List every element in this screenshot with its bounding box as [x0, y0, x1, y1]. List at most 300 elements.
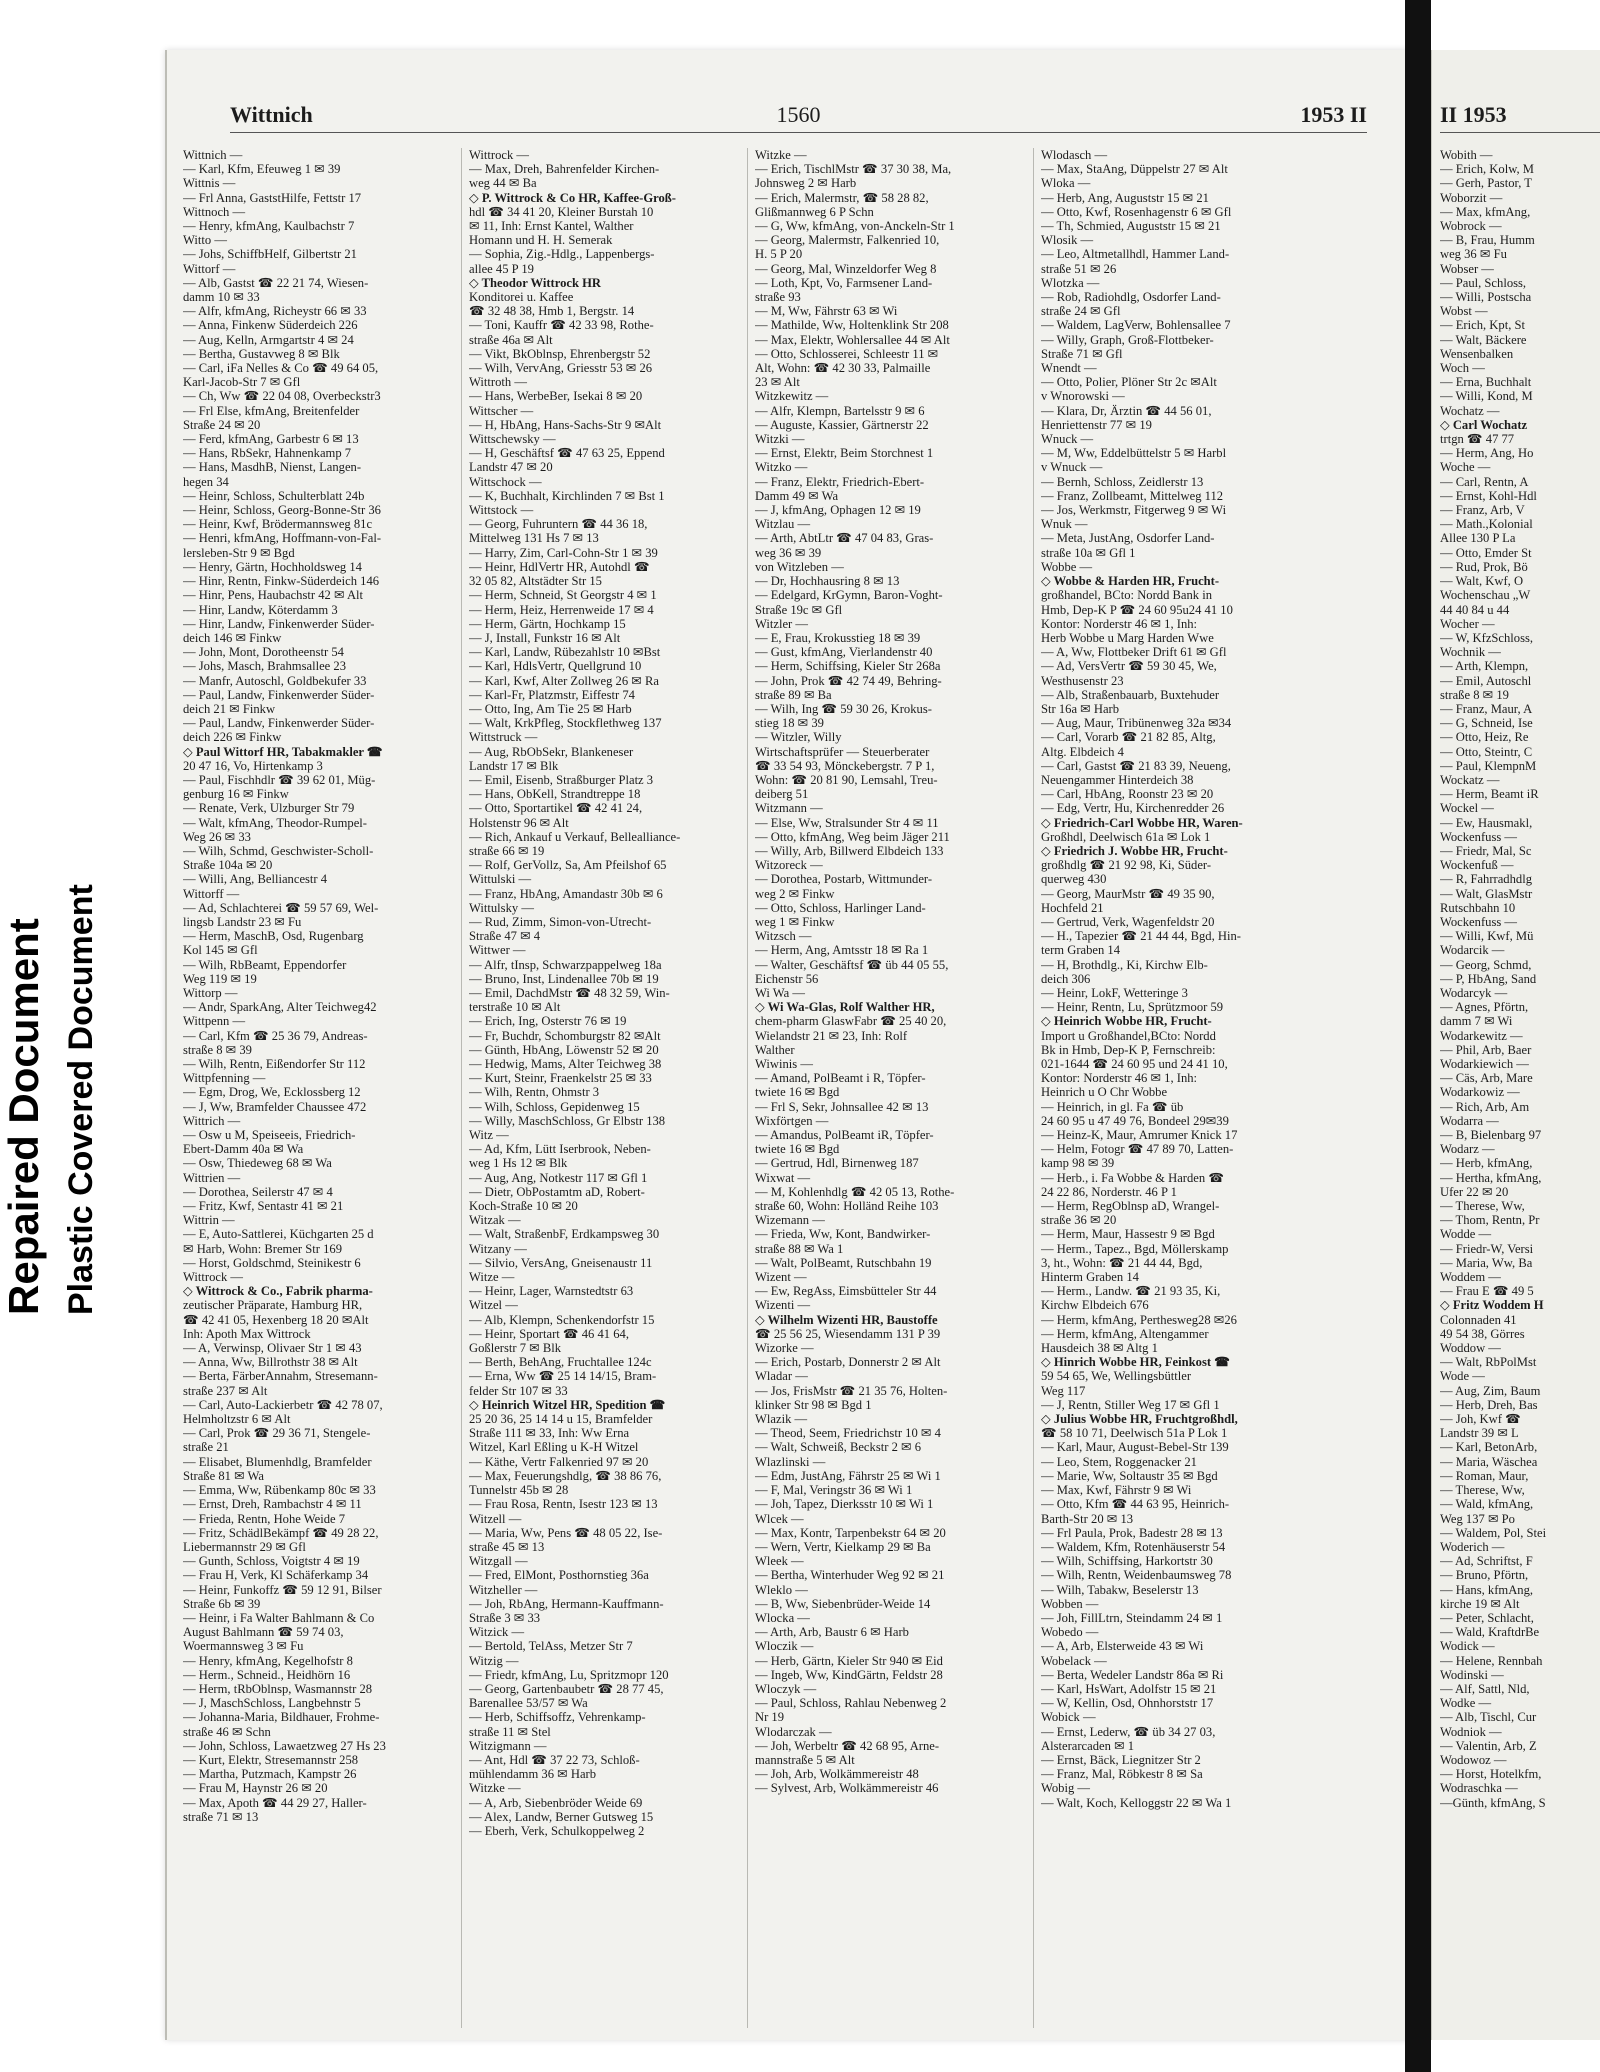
directory-entry: — Sylvest, Arb, Wolkämmereistr 46 [755, 1781, 939, 1796]
directory-entry: weg 44 ✉ Ba [469, 176, 537, 191]
directory-entry: Hinterm Graben 14 [1041, 1270, 1139, 1285]
directory-entry: — Maria, Ww, Pens ☎ 48 05 22, Ise- [469, 1525, 663, 1540]
directory-entry: Kirchw Elbdeich 676 [1041, 1298, 1149, 1313]
directory-entry: straße 89 ✉ Ba [755, 687, 832, 702]
directory-entry: — Jos, Werkmstr, Fitgerweg 9 ✉ Wi [1041, 503, 1227, 518]
directory-entry: Barth-Str 20 ✉ 13 [1041, 1511, 1134, 1526]
directory-entry: chem-pharm GlaswFabr ☎ 25 40 20, [755, 1014, 947, 1029]
directory-entry: — Herm, Ang, Amtsstr 18 ✉ Ra 1 [755, 943, 929, 958]
directory-entry: — John, Mont, Dorotheenstr 54 [183, 645, 344, 660]
directory-entry: — Carl, Rentn, A [1440, 474, 1529, 489]
directory-entry: — F, Mal, Veringstr 36 ✉ Wi 1 [755, 1483, 913, 1498]
directory-entry: 23 ✉ Alt [755, 375, 800, 390]
directory-entry: ◇ Wittrock & Co., Fabrik pharma- [183, 1284, 373, 1299]
directory-entry: straße 11 ✉ Stel [469, 1724, 551, 1739]
directory-entry: Woddem — [1440, 1270, 1501, 1285]
directory-entry: — Heinr, Lager, Warnstedtstr 63 [469, 1284, 634, 1299]
directory-entry: — Herm, tRbOblnsp, Wasmannstr 28 [183, 1681, 373, 1696]
directory-entry: — Karl, HsWart, Adolfstr 15 ✉ 21 [1041, 1681, 1217, 1696]
directory-entry: — Ew, Hausmakl, [1440, 815, 1533, 830]
directory-entry: — Joh, Werbeltr ☎ 42 68 95, Arne- [755, 1738, 940, 1753]
directory-entry: Konditorei u. Kaffee [469, 290, 574, 305]
directory-entry: mühlendamm 36 ✉ Harb [469, 1767, 597, 1782]
column-2 [469, 148, 741, 2028]
directory-entry: — Meta, JustAng, Osdorfer Land- [1041, 531, 1215, 546]
directory-entry: — Frl Anna, GaststHilfe, Fettstr 17 [183, 190, 362, 205]
directory-entry: — Georg, Schmd, [1440, 957, 1532, 972]
directory-entry: Wodniok — [1440, 1724, 1502, 1739]
directory-entry: großhdlg ☎ 21 92 98, Ki, Süder- [1041, 858, 1212, 873]
directory-entry: — Amand, PolBeamt i R, Töpfer- [755, 1071, 926, 1086]
directory-entry: Wleek — [755, 1554, 804, 1569]
directory-entry: — Franz, Maur, A [1440, 701, 1533, 716]
directory-entry: — Wald, kfmAng, [1440, 1497, 1534, 1512]
directory-entry: Wobig — [1041, 1781, 1091, 1796]
directory-entry: — Wilh, Rentn, Weidenbaumsweg 78 [1041, 1568, 1232, 1583]
directory-entry: Damm 49 ✉ Wa [755, 488, 839, 503]
directory-entry: straße 46 ✉ Schn [183, 1724, 271, 1739]
directory-entry: — Manfr, Autoschl, Goldbekufer 33 [183, 673, 367, 688]
directory-entry: — Wilh, Tabakw, Beselerstr 13 [1041, 1582, 1199, 1597]
directory-entry: — Th, Schmied, Auguststr 15 ✉ 21 [1041, 219, 1221, 234]
directory-entry: damm 7 ✉ Wi [1440, 1014, 1513, 1029]
directory-entry: — Aug, Zim, Baum [1440, 1383, 1541, 1398]
directory-entry: — Berta, FärberAnnahm, Stresemann- [183, 1369, 378, 1384]
directory-entry: Barenallee 53/57 ✉ Wa [469, 1696, 588, 1711]
directory-entry: — Erich, TischlMstr ☎ 37 30 38, Ma, [755, 162, 952, 177]
directory-entry: Neuengammer Hinterdeich 38 [1041, 772, 1194, 787]
directory-entry: Wizent — [755, 1270, 807, 1285]
directory-entry: — Theod, Seem, Friedrichstr 10 ✉ 4 [755, 1426, 941, 1441]
directory-entry: ☎ 25 56 25, Wiesendamm 131 P 39 [755, 1326, 941, 1341]
column-4 [1041, 148, 1313, 2028]
directory-entry: — Martha, Putzmach, Kampstr 26 [183, 1767, 357, 1782]
directory-entry: — Frau H, Verk, Kl Schäferkamp 34 [183, 1568, 369, 1583]
directory-entry: ☎ 58 10 71, Deelwisch 51a P Lok 1 [1041, 1426, 1228, 1441]
directory-entry: — A, Arb, Siebenbröder Weide 69 [469, 1795, 643, 1810]
directory-entry: — Hinr, Landw, Köterdamm 3 [183, 602, 338, 617]
directory-entry: Colonnaden 41 [1440, 1312, 1517, 1327]
header-year: 1953 II [1300, 102, 1367, 127]
directory-entry: klinker Str 98 ✉ Bgd 1 [755, 1397, 872, 1412]
directory-entry: — Karl-Fr, Platzmstr, Eiffestr 74 [469, 687, 635, 702]
directory-entry: Wlodarczak — [755, 1724, 832, 1739]
directory-entry: — Hans, kfmAng, [1440, 1582, 1534, 1597]
directory-entry: — Wilh, Rentn, Ohmstr 3 [469, 1085, 600, 1100]
directory-entry: Wodraschka — [1440, 1781, 1518, 1796]
directory-entry: — Bertha, Winterhuder Weg 92 ✉ 21 [755, 1568, 945, 1583]
directory-entry: — Walt, Bäckere [1440, 332, 1527, 347]
directory-entry: 49 54 38, Görres [1440, 1326, 1525, 1341]
directory-entry: Wittstruck — [469, 730, 538, 745]
directory-entry: Witzak — [469, 1213, 521, 1228]
directory-entry: — Phil, Arb, Baer [1440, 1042, 1532, 1057]
directory-entry: Witzki — [755, 432, 805, 447]
directory-entry: straße 51 ✉ 26 [1041, 261, 1117, 276]
directory-entry: Koch-Straße 10 ✉ 20 [469, 1199, 578, 1214]
directory-entry: — Franz, Arb, V [1440, 503, 1525, 518]
directory-entry: — Herb, Schiffsoffz, Vehrenkamp- [469, 1710, 646, 1725]
directory-entry: — Ferd, kfmAng, Garbestr 6 ✉ 13 [183, 432, 359, 447]
directory-entry: — Rich, Arb, Am [1440, 1099, 1530, 1114]
directory-entry: — Karl, Maur, August-Bebel-Str 139 [1041, 1440, 1229, 1455]
directory-entry: — Alfr, tInsp, Schwarzpappelweg 18a [469, 957, 662, 972]
directory-entry: — A, Verwinsp, Olivaer Str 1 ✉ 43 [183, 1341, 362, 1356]
directory-entry: — Bernh, Schloss, Zeidlerstr 13 [1041, 474, 1204, 489]
directory-entry: Witzigmann — [469, 1738, 547, 1753]
directory-entry: v Wnuck — [1041, 460, 1103, 475]
directory-entry: Wittpfenning — [183, 1071, 266, 1086]
directory-entry: — Franz, Mal, Röbkestr 8 ✉ Sa [1041, 1767, 1203, 1782]
directory-entry: — Franz, Zollbeamt, Mittelweg 112 [1041, 488, 1224, 503]
directory-entry: Weg 137 ✉ Po [1440, 1511, 1515, 1526]
directory-entry: — Herm, RegOblnsp aD, Wrangel- [1041, 1199, 1220, 1214]
directory-entry: Wodick — [1440, 1639, 1495, 1654]
directory-entry: Hmb, Dep-K P ☎ 24 60 95u24 41 10 [1041, 602, 1233, 617]
directory-entry: 44 40 84 u 44 [1440, 602, 1510, 617]
directory-entry: Wixwat — [755, 1170, 811, 1185]
directory-entry: — Herm, Beamt iR [1440, 787, 1539, 802]
directory-entry: Wixförtgen — [755, 1113, 829, 1128]
directory-entry: — Erna, Buchhalt [1440, 375, 1532, 390]
directory-entry: — Alex, Landw, Berner Gutsweg 15 [469, 1809, 654, 1824]
directory-entry: lersleben-Str 9 ✉ Bgd [183, 545, 295, 560]
directory-entry: — Alb, Straßenbauarb, Buxtehuder [1041, 687, 1220, 702]
directory-entry: Wobith — [1440, 148, 1493, 162]
directory-entry: — J, kfmAng, Ophagen 12 ✉ 19 [755, 503, 921, 518]
directory-entry: — Helene, Rennbah [1440, 1653, 1543, 1668]
directory-entry: — Max, Kwf, Fährstr 9 ✉ Wi [1041, 1483, 1192, 1498]
directory-entry: straße 88 ✉ Wa 1 [755, 1241, 844, 1256]
directory-entry: Wodarcik — [1440, 943, 1505, 958]
directory-entry: Wittroth — [469, 375, 527, 390]
directory-entry: — Franz, HbAng, Amandastr 30b ✉ 6 [469, 886, 663, 901]
directory-entry: Herb Wobbe u Marg Harden Wwe [1041, 630, 1214, 645]
next-page-fragment [1431, 50, 1600, 2040]
directory-entry: Wockatz — [1440, 772, 1500, 787]
directory-entry: deich 226 ✉ Finkw [183, 730, 282, 745]
directory-entry: — Otto, Kwf, Rosenhagenstr 6 ✉ Gfl [1041, 204, 1232, 219]
directory-entry: — J, Install, Funkstr 16 ✉ Alt [469, 630, 621, 645]
directory-entry: — H., Tapezier ☎ 21 44 44, Bgd, Hin- [1041, 929, 1241, 944]
page-header [230, 102, 1367, 133]
directory-entry: Wobbe — [1041, 559, 1093, 574]
directory-entry: — Waldem, LagVerw, Bohlensallee 7 [1041, 318, 1231, 333]
directory-entry: ◇ Paul Wittorf HR, Tabakmakler ☎ [183, 744, 383, 759]
directory-entry: hegen 34 [183, 474, 229, 489]
directory-entry: — Walt, Kwf, O [1440, 574, 1524, 589]
directory-entry: — Dorothea, Postarb, Wittmunder- [755, 872, 933, 887]
directory-entry: Ufer 22 ✉ 20 [1440, 1184, 1509, 1199]
directory-entry: Wittnoch — [183, 204, 246, 219]
directory-entry: Wobser — [1440, 261, 1494, 276]
directory-entry: — Willy, Arb, Billwerd Elbdeich 133 [755, 843, 944, 858]
directory-entry: Witto — [183, 233, 227, 248]
directory-entry: — Max, Elektr, Wohlersallee 44 ✉ Alt [755, 332, 950, 347]
directory-entry: — Max, StaAng, Düppelstr 27 ✉ Alt [1041, 162, 1228, 177]
directory-entry: — Therese, Ww, [1440, 1199, 1525, 1214]
directory-entry: Wittulski — [469, 872, 532, 887]
directory-entry: großhandel, BCto: Nordd Bank in [1041, 588, 1213, 603]
directory-entry: — Käthe, Vertr Falkenried 97 ✉ 20 [469, 1454, 649, 1469]
directory-entry: — Paul, Landw, Finkenwerder Süder- [183, 687, 375, 702]
directory-entry: Witzell — [469, 1511, 522, 1526]
directory-entry: Witzany — [469, 1241, 527, 1256]
directory-entry: Wittorf — [183, 261, 236, 276]
directory-entry: — Horst, Goldschmd, Steinikestr 6 [183, 1255, 361, 1270]
directory-entry: — Heinr, Sportart ☎ 46 41 64, [469, 1326, 629, 1341]
directory-entry: — Heinr, LokF, Wetteringe 3 [1041, 985, 1188, 1000]
directory-entry: ◇ Friedrich-Carl Wobbe HR, Waren- [1041, 815, 1243, 830]
directory-entry: — Gerh, Pastor, T [1440, 176, 1532, 191]
directory-entry: — Joh, FillLtrn, Steindamm 24 ✉ 1 [1041, 1610, 1223, 1625]
directory-entry: — Fr, Buchdr, Schomburgstr 82 ✉Alt [469, 1028, 661, 1043]
directory-entry: — Emil, DachdMstr ☎ 48 32 59, Win- [469, 985, 670, 1000]
directory-entry: — M, Ww, Eddelbüttelstr 5 ✉ Harbl [1041, 446, 1227, 461]
directory-entry: — Arth, Klempn, [1440, 659, 1529, 674]
directory-entry: Wockenfuß — [1440, 858, 1514, 873]
directory-entry: 24 22 86, Norderstr. 46 P 1 [1041, 1184, 1177, 1199]
directory-entry: — Walt, StraßenbF, Erdkampsweg 30 [469, 1227, 660, 1242]
directory-entry: weg 36 ✉ Fu [1440, 247, 1507, 262]
directory-entry: — Willy, MaschSchloss, Gr Elbstr 138 [469, 1113, 666, 1128]
directory-entry: — H, Brothdlg., Ki, Kirchw Elb- [1041, 957, 1208, 972]
side-labels [0, 820, 110, 1320]
directory-entry: — Henry, kfmAng, Kaulbachstr 7 [183, 219, 355, 234]
directory-entry: — Alf, Sattl, Nld, [1440, 1681, 1530, 1696]
directory-entry: Wittscher — [469, 403, 534, 418]
directory-entry: — Peter, Schlacht, [1440, 1610, 1534, 1625]
directory-entry: Wittnich — [183, 148, 243, 162]
directory-entry: straße 10a ✉ Gfl 1 [1041, 545, 1136, 560]
directory-entry: Wochnik — [1440, 645, 1501, 660]
directory-entry: Weg 117 [1041, 1383, 1086, 1398]
directory-entry: — Toni, Kauffr ☎ 42 33 98, Rothe- [469, 318, 654, 333]
directory-entry: Wittrock — [469, 148, 529, 162]
directory-entry: — Hertha, kfmAng, [1440, 1170, 1542, 1185]
directory-entry: — Herm, MaschB, Osd, Rugenbarg [183, 929, 364, 944]
directory-entry: — Helm, Fotogr ☎ 47 89 70, Latten- [1041, 1142, 1234, 1157]
directory-entry: — Hans, RbSekr, Hahnenkamp 7 [183, 446, 352, 461]
directory-entry: 021-1644 ☎ 24 60 95 und 24 41 10, [1041, 1057, 1228, 1071]
directory-entry: Wittnis — [183, 176, 236, 191]
directory-entry: — Otto, Kfm ☎ 44 63 95, Heinrich- [1041, 1497, 1230, 1512]
header-running-head: Wittnich [230, 102, 313, 127]
directory-entry: stieg 18 ✉ 39 [755, 716, 824, 731]
directory-entry: — Amandus, PolBeamt iR, Töpfer- [755, 1128, 934, 1143]
directory-entry: kamp 98 ✉ 39 [1041, 1156, 1115, 1171]
directory-entry: — Ernst, Elektr, Beim Storchnest 1 [755, 446, 934, 461]
directory-entry: Wnuk — [1041, 517, 1088, 532]
directory-entry: Bk in Hmb, Dep-K P, Fernschreib: [1041, 1042, 1216, 1057]
directory-entry: — Otto, Polier, Plöner Str 2c ✉Alt [1041, 375, 1217, 390]
directory-entry: — Alb, Klempn, Schenkendorfstr 15 [469, 1312, 655, 1327]
directory-entry: — Carl, Gastst ☎ 21 83 39, Neueng, [1041, 758, 1231, 773]
next-page-column [1440, 148, 1600, 1810]
directory-entry: twiete 16 ✉ Bgd [755, 1085, 840, 1100]
directory-entry: — Edelgard, KrGymn, Baron-Voght- [755, 588, 943, 603]
directory-entry: — Erich, Postarb, Donnerstr 2 ✉ Alt [755, 1355, 941, 1370]
directory-entry: Wittstock — [469, 503, 534, 518]
directory-entry: ◇ Wilhelm Wizenti HR, Baustoffe [755, 1312, 938, 1327]
directory-entry: — Edm, JustAng, Fährstr 25 ✉ Wi 1 [755, 1468, 941, 1483]
directory-entry: — W, KfzSchloss, [1440, 630, 1534, 645]
directory-entry: Wobedo — [1041, 1625, 1099, 1640]
directory-entry: Wleklo — [755, 1582, 808, 1597]
directory-entry: ✉ Harb, Wohn: Bremer Str 169 [183, 1241, 343, 1256]
directory-entry: Helmholtzstr 6 ✉ Alt [183, 1412, 291, 1427]
repaired-document-label: Repaired Document [0, 918, 47, 1315]
directory-entry: 59 54 65, We, Wellingsbüttler [1041, 1369, 1192, 1384]
directory-entry: — Therese, Ww, [1440, 1483, 1525, 1498]
directory-entry: Woderich — [1440, 1539, 1505, 1554]
directory-entry: Ebert-Damm 40a ✉ Wa [183, 1142, 304, 1157]
directory-entry: Wlodasch — [1041, 148, 1108, 162]
directory-entry: — Otto, Sportartikel ☎ 42 41 24, [469, 801, 643, 816]
directory-entry: — Vikt, BkOblnsp, Ehrenbergstr 52 [469, 346, 651, 361]
directory-entry: Wodarra — [1440, 1113, 1499, 1128]
directory-entry: — Hans, WerbeBer, Isekai 8 ✉ 20 [469, 389, 643, 404]
directory-entry: — Herm, Maur, Hassestr 9 ✉ Bgd [1041, 1227, 1215, 1242]
directory-entry: — B, Ww, Siebenbrüder-Weide 14 [755, 1596, 931, 1611]
directory-entry: — Georg, MaurMstr ☎ 49 35 90, [1041, 886, 1215, 901]
directory-entry: Walther [755, 1042, 795, 1057]
directory-entry: Liebermannstr 29 ✉ Gfl [183, 1539, 306, 1554]
directory-entry: — Karl, BetonArb, [1440, 1440, 1538, 1455]
column-1 [183, 148, 455, 2028]
directory-entry: Landstr 17 ✉ Blk [469, 758, 559, 773]
directory-entry: — Gunth, Schloss, Voigtstr 4 ✉ 19 [183, 1554, 360, 1569]
directory-entry: — Erich, Kpt, St [1440, 318, 1526, 333]
directory-entry: Woborzit — [1440, 190, 1503, 205]
directory-entry: H. 5 P 20 [755, 247, 803, 262]
directory-entry: — Heinr, i Fa Walter Bahlmann & Co [183, 1610, 375, 1625]
directory-entry: straße 46a ✉ Alt [469, 332, 553, 347]
directory-entry: Straße 71 ✉ Gfl [1041, 346, 1123, 361]
directory-entry: — Erich, Malermstr, ☎ 58 28 82, [755, 190, 929, 205]
directory-entry: allee 45 P 19 [469, 261, 534, 276]
directory-entry: — Ad, Kfm, Lütt Iserbrook, Neben- [469, 1142, 651, 1157]
directory-entry: — B, Frau, Humm [1440, 233, 1535, 248]
directory-entry: Wodke — [1440, 1696, 1492, 1711]
directory-entry: — Maria, Wäschea [1440, 1454, 1538, 1469]
directory-entry: Wittulsky — [469, 900, 534, 915]
directory-entry: Witzkewitz — [755, 389, 829, 404]
directory-entry: Homann und H. H. Semerak [469, 233, 613, 248]
directory-entry: Wielandstr 21 ✉ 23, Inh: Rolf [755, 1028, 908, 1043]
directory-entry: Witzel, Karl Eßling u K-H Witzel [469, 1440, 639, 1455]
directory-entry: — Herm., Schneid., Heidhörn 16 [183, 1667, 351, 1682]
directory-entry: — Herm, Gärtn, Hochkamp 15 [469, 616, 626, 631]
directory-entry: — Wilh, Schmd, Geschwister-Scholl- [183, 843, 374, 858]
directory-entry: — J, MaschSchloss, Langbehnstr 5 [183, 1696, 361, 1711]
directory-entry: — Walt, Schweiß, Beckstr 2 ✉ 6 [755, 1440, 922, 1455]
directory-entry: — Willy, Graph, Groß-Flottbeker- [1041, 332, 1214, 347]
directory-entry: — Wald, KraftdrBe [1440, 1625, 1540, 1640]
directory-entry: Woche — [1440, 460, 1491, 475]
directory-entry: — Fritz, SchädlBekämpf ☎ 49 28 22, [183, 1525, 379, 1540]
directory-entry: — Frieda, Ww, Kont, Bandwirker- [755, 1227, 931, 1242]
directory-entry: Straße 24 ✉ 20 [183, 417, 261, 432]
directory-entry: — Edg, Vertr, Hu, Kirchenredder 26 [1041, 801, 1225, 816]
directory-entry: Mittelweg 131 Hs 7 ✉ 13 [469, 531, 599, 546]
directory-entry: — Roman, Maur, [1440, 1468, 1529, 1483]
directory-entry: — Max, Kontr, Tarpenbekstr 64 ✉ 20 [755, 1525, 946, 1540]
directory-entry: — Emil, Eisenb, Straßburger Platz 3 [469, 772, 654, 787]
directory-entry: — Karl, Kfm, Efeuweg 1 ✉ 39 [183, 162, 341, 177]
directory-entry: Nr 19 [755, 1710, 785, 1725]
directory-entry: Allee 130 P La [1440, 531, 1516, 546]
directory-entry: felder Str 107 ✉ 33 [469, 1383, 568, 1398]
directory-entry: — Bruno, Inst, Lindenallee 70b ✉ 19 [469, 971, 659, 986]
directory-entry: Str 16a ✉ Harb [1041, 701, 1120, 716]
directory-entry: — Heinr, Rentn, Lu, Sprützmoor 59 [1041, 1000, 1224, 1015]
directory-entry: — K, Buchhalt, Kirchlinden 7 ✉ Bst 1 [469, 488, 665, 503]
directory-entry: Henriettenstr 77 ✉ 19 [1041, 417, 1152, 432]
directory-entry: querweg 430 [1041, 872, 1107, 887]
directory-entry: — Max, Dreh, Bahrenfelder Kirchen- [469, 162, 660, 177]
directory-entry: Witzko — [755, 460, 808, 475]
directory-entry: — Emil, Autoschl [1440, 673, 1532, 688]
directory-entry: — Herb, Dreh, Bas [1440, 1397, 1538, 1412]
directory-entry: Karl-Jacob-Str 7 ✉ Gfl [183, 375, 301, 390]
directory-entry: Hochfeld 21 [1041, 900, 1104, 915]
column-3 [755, 148, 1027, 2028]
directory-entry: Weg 26 ✉ 33 [183, 829, 251, 844]
directory-entry: — John, Prok ☎ 42 74 49, Behring- [755, 673, 942, 688]
directory-entry: Kontor: Norderstr 46 ✉ 1, Inh: [1041, 1071, 1198, 1086]
directory-entry: — Herm., Landw. ☎ 21 93 35, Ki, [1041, 1284, 1221, 1299]
directory-entry: ◇ Julius Wobbe HR, Fruchtgroßhdl, [1041, 1412, 1238, 1427]
directory-entry: — Wilh, RbBeamt, Eppendorfer [183, 957, 347, 972]
directory-entry: weg 1 ✉ Finkw [755, 914, 835, 929]
directory-entry: Hausdeich 38 ✉ Altg 1 [1041, 1341, 1158, 1356]
directory-entry: — Carl, Prok ☎ 29 36 71, Stengele- [183, 1426, 371, 1441]
directory-entry: — G, Ww, kfmAng, von-Anckeln-Str 1 [755, 219, 955, 234]
directory-entry: — Elisabet, Blumenhdlg, Bramfelder [183, 1454, 372, 1469]
directory-entry: Wittwer — [469, 943, 526, 958]
directory-entry: Witzel — [469, 1298, 518, 1313]
directory-entry: Wiwinis — [755, 1057, 813, 1071]
directory-entry: —Günth, kfmAng, S [1440, 1795, 1546, 1810]
directory-entry: — A, Ww, Flottbeker Drift 61 ✉ Gfl [1041, 645, 1227, 660]
directory-entry: — Gust, kfmAng, Vierlandenstr 40 [755, 645, 933, 660]
directory-entry: zeutischer Präparate, Hamburg HR, [183, 1298, 363, 1313]
directory-entry: straße 60, Wohn: Holländ Reihe 103 [755, 1199, 939, 1214]
directory-entry: Wlocka — [755, 1610, 810, 1625]
directory-entry: Wizorke — [755, 1341, 814, 1356]
directory-entry: — Mathilde, Ww, Holtenklink Str 208 [755, 318, 949, 333]
directory-entry: ◇ Heinrich Wobbe HR, Frucht- [1041, 1014, 1212, 1029]
directory-entry: Witzsch — [755, 929, 812, 944]
directory-entry: Straße 6b ✉ 39 [183, 1596, 261, 1611]
directory-entry: Wittorff — [183, 886, 240, 901]
directory-entry: — Sophia, Zig.-Hdlg., Lappenbergs- [469, 247, 655, 262]
directory-entry: Alsterarcaden ✉ 1 [1041, 1738, 1135, 1753]
directory-entry: Woddow — [1440, 1341, 1501, 1356]
directory-entry: — Rich, Ankauf u Verkauf, Bellealliance- [469, 829, 681, 844]
directory-entry: Weg 119 ✉ 19 [183, 971, 257, 986]
directory-entry: — Ad, Schriftst, F [1440, 1554, 1533, 1569]
directory-entry: — M, Ww, Fährstr 63 ✉ Wi [755, 304, 898, 319]
directory-entry: — Willi, Kond, M [1440, 389, 1533, 404]
directory-entry: straße 36 ✉ 20 [1041, 1213, 1117, 1228]
directory-entry: — W, Kellin, Osd, Ohnhorststr 17 [1041, 1696, 1214, 1711]
directory-entry: — Heinr, Schloss, Georg-Bonne-Str 36 [183, 503, 381, 518]
directory-entry: — Alfr, Klempn, Bartelsstr 9 ✉ 6 [755, 403, 925, 418]
directory-entry: — Otto, kfmAng, Weg beim Jäger 211 [755, 829, 950, 844]
directory-entry: — Osw, Thiedeweg 68 ✉ Wa [183, 1156, 332, 1171]
